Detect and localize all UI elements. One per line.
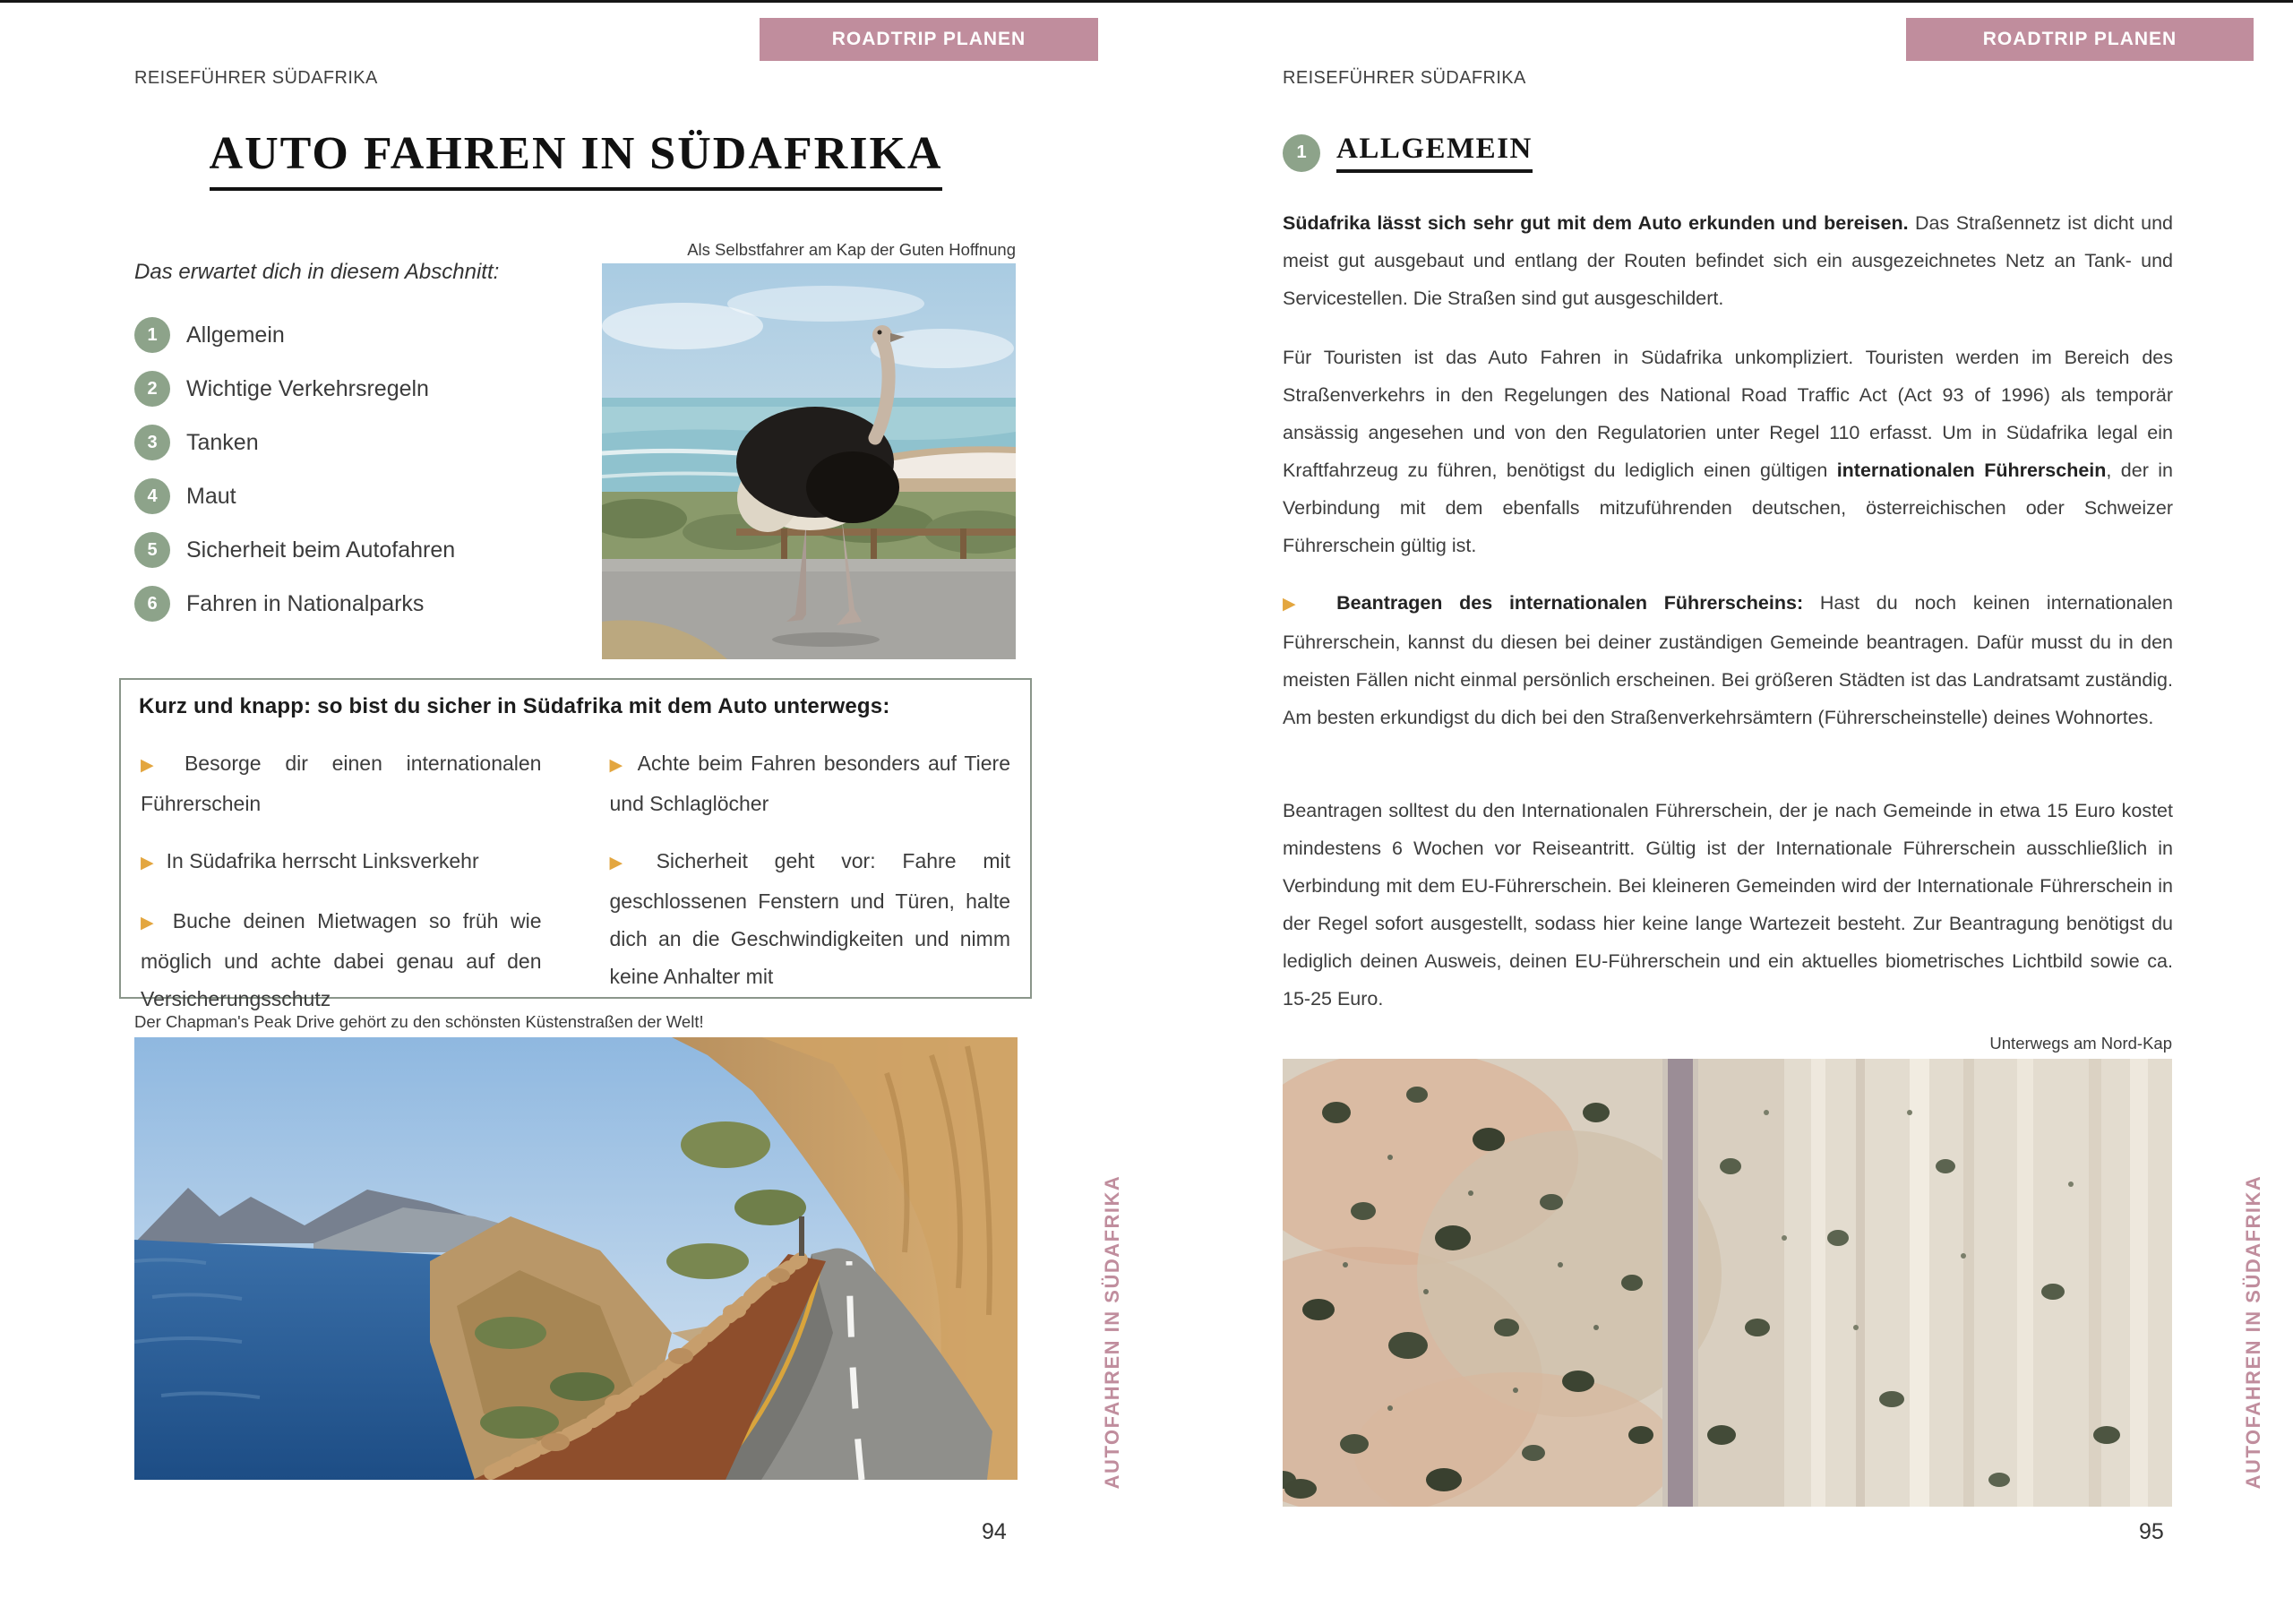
toc-item-maut [134,477,236,516]
ostrich-photo-caption: Als Selbstfahrer am Kap der Guten Hoffnung [687,240,1016,259]
side-label-left: AUTOFAHREN IN SÜDAFRIKA [1101,1174,1123,1490]
toc-label: Allgemein [186,322,285,348]
paragraph-allgemein-2: Für Touristen ist das Auto Fahren in Südafrika unkompliziert. Touristen werden im Bereich des Straßenverkehrs in den Regelungen des National Road Traffic Act (Act 93 of 1996) als temporär ansässig angesehen und von den Regulatorien unter Regel 110 erfasst. Um in Südafrika legal ein Kraftfahrzeug zu führen, benötigst du lediglich einen gültigen internationalen Führerschein, der in Verbindung mit dem ebenfalls mitzuführenden deutschen, österreichischen oder Schweizer Führerschein gültig ist. [1283,347,2173,556]
page-number-left: 94 [982,1519,1007,1544]
summary-bullet: ▶ In Südafrika herrscht Linksverkehr [141,849,479,872]
summary-box-col-left [141,744,542,1037]
number-badge: 1 [1283,134,1320,172]
section-heading [1283,133,1533,173]
triangle-bullet-icon: ▶ [141,914,160,932]
paragraph-beantragung: Beantragen solltest du den Internationalen Führerschein, der je nach Gemeinde in etwa 15 Euro kostet mindestens 6 Wochen vor Reiseantritt. Gültig ist der Internationale Führerschein ausschließlich in Verbindung mit dem EU-Führerschein. Bei kleineren Gemeinden wird der Internationale Führerschein in der Regel sofort ausgestellt, sodass hier keine lange Wartezeit besteht. Zur Beantragung benötigst du lediglich deinen Ausweis, deinen EU-Führerschein und ein aktuelles biometrisches Lichtbild sowie ca. 15-25 Euro. [1283,800,2173,1010]
side-label-right: AUTOFAHREN IN SÜDAFRIKA [2242,1174,2264,1490]
section-title: ALLGEMEIN [1336,133,1533,173]
toc-item-tanken [134,423,259,462]
aerial-photo [1283,1059,2172,1507]
paragraph-fuehrerschein: ▶ Beantragen des internationalen Führerscheins: Hast du noch keinen internationalen Führerschein, kannst du diesen bei deiner zuständigen Gemeinde beantragen. Dafür musst du in den meisten Fällen nicht einmal persönlich erscheinen. Bei größeren Städten ist das Landratsamt zuständig. Am besten erkundigst du dich bei den Straßenverkehrsämtern (Führerscheinstelle) deines Wohnortes. [1283,592,2173,728]
toc-item-nationalparks [134,584,424,623]
toc-label: Tanken [186,429,259,455]
running-header-left: REISEFÜHRER SÜDAFRIKA [134,68,378,88]
summary-box-heading: Kurz und knapp: so bist du sicher in Südafrika mit dem Auto unterwegs: [139,694,890,718]
number-badge: 1 [134,317,170,353]
toc-item-allgemein [134,315,285,355]
triangle-bullet-icon: ▶ [609,854,644,872]
running-header-right: REISEFÜHRER SÜDAFRIKA [1283,68,1526,88]
page-number-right: 95 [2139,1519,2164,1544]
triangle-bullet-icon: ▶ [609,756,625,775]
number-badge: 4 [134,478,170,514]
summary-bullet: ▶ Buche deinen Mietwagen so früh wie möglich und achte dabei genau auf den Versicherungsschutz [141,909,542,1010]
number-badge: 3 [134,425,170,460]
ostrich-photo [602,263,1016,659]
summary-bullet: ▶ Achte beim Fahren besonders auf Tiere und Schlaglöcher [609,752,1010,815]
triangle-bullet-icon: ▶ [1283,595,1308,614]
summary-bullet: ▶ Besorge dir einen internationalen Führerschein [141,752,542,815]
toc-label: Maut [186,483,236,509]
road-photo-caption: Der Chapman's Peak Drive gehört zu den schönsten Küstenstraßen der Welt! [134,1012,704,1031]
chapter-badge-label: ROADTRIP PLANEN [831,29,1026,49]
triangle-bullet-icon: ▶ [141,854,154,872]
number-badge: 5 [134,532,170,568]
summary-box-col-right [610,744,1011,1037]
chapter-badge-label: ROADTRIP PLANEN [1982,29,2177,49]
chapter-badge-right [1906,18,2254,61]
summary-bullet: ▶ Sicherheit geht vor: Fahre mit geschlossenen Fenstern und Türen, halte dich an die Geschwindigkeiten und nimm keine Anhalter mit [609,849,1010,988]
road-photo [134,1037,1018,1480]
paragraph-allgemein-1: Südafrika lässt sich sehr gut mit dem Auto erkunden und bereisen. Das Straßennetz ist dicht und meist gut ausgebaut und entlang der Routen befindet sich ein ausgezeichnetes Netz an Tank- und Servicestellen. Die Straßen sind gut ausgeschildert. [1283,212,2173,309]
toc-intro: Das erwartet dich in diesem Abschnitt: [134,260,500,284]
summary-box-columns [121,719,1030,1037]
number-badge: 2 [134,371,170,407]
triangle-bullet-icon: ▶ [141,756,172,775]
page-title: AUTO FAHREN IN SÜDAFRIKA [134,127,1018,191]
aerial-photo-caption: Unterwegs am Nord-Kap [1989,1034,2172,1053]
viewer-top-border [0,0,2293,3]
toc-item-sicherheit [134,530,455,570]
toc-label: Sicherheit beim Autofahren [186,537,456,563]
number-badge: 6 [134,586,170,622]
toc-label: Fahren in Nationalparks [186,590,425,616]
toc-item-verkehrsregeln [134,369,429,408]
toc-label: Wichtige Verkehrsregeln [186,375,429,401]
chapter-badge-left [760,18,1098,61]
summary-box [119,678,1032,1010]
